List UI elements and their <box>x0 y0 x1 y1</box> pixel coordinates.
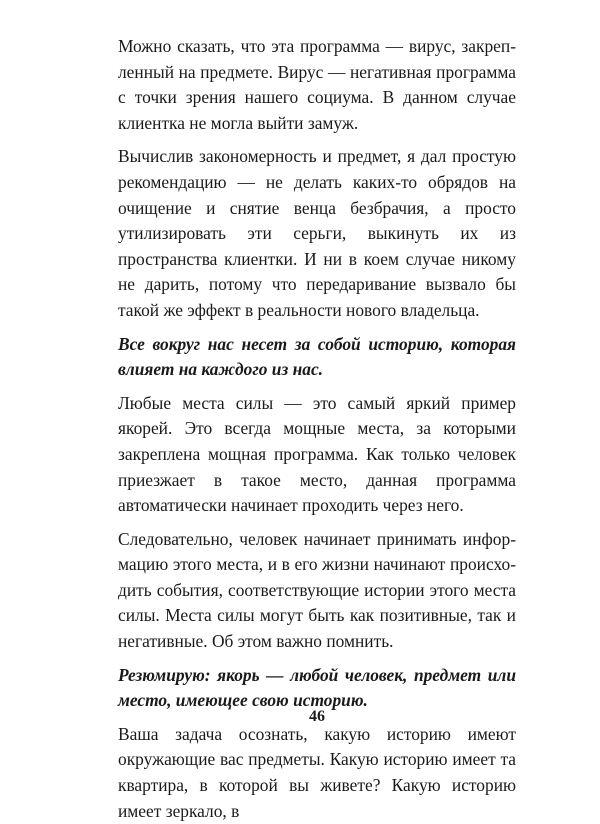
page-number: 46 <box>309 708 325 725</box>
paragraph: Любые места силы — это самый яркий пример якорей. Это всегда мощные места, за которыми закреплена мощная программа. Как только человек приезжает в такое место, данная программа автоматически начинает проходить через него. <box>118 392 516 516</box>
paragraph: Следовательно, человек начинает принимать информацию этого места, и в его жизни начинают происходить события, соответствующие истории этого места силы. Места силы могут быть как позитивные, так и негативные. Об этом важно помнить. <box>118 528 516 652</box>
emphasized-paragraph: Все вокруг нас несет за собой историю, которая влияет на каждого из нас. <box>118 333 516 380</box>
emphasized-paragraph: Резюмирую: якорь — любой человек, предмет или место, имеющее свою историю. <box>118 664 516 711</box>
paragraph: Вычислив закономерность и предмет, я дал простую рекомендацию — не делать каких-то обрядов на очищение и снятие венца безбрачия, а просто утилизировать эти серьги, выкинуть их из пространства клиентки. И ни в коем случае никому не дарить, потому что передаривание вызвало бы такой же эффект в реальности нового владельца. <box>118 146 516 320</box>
paragraph: Ваша задача осознать, какую историю имеют окружающие вас предметы. Какую историю имеет та квартира, в которой вы живете? Какую историю имеет зеркало, в <box>118 723 516 821</box>
paragraph: Можно сказать, что эта программа — вирус, закрепленный на предмете. Вирус — негативная программа с точки зрения нашего социума. В данном случае клиентка не могла выйти замуж. <box>118 36 516 133</box>
